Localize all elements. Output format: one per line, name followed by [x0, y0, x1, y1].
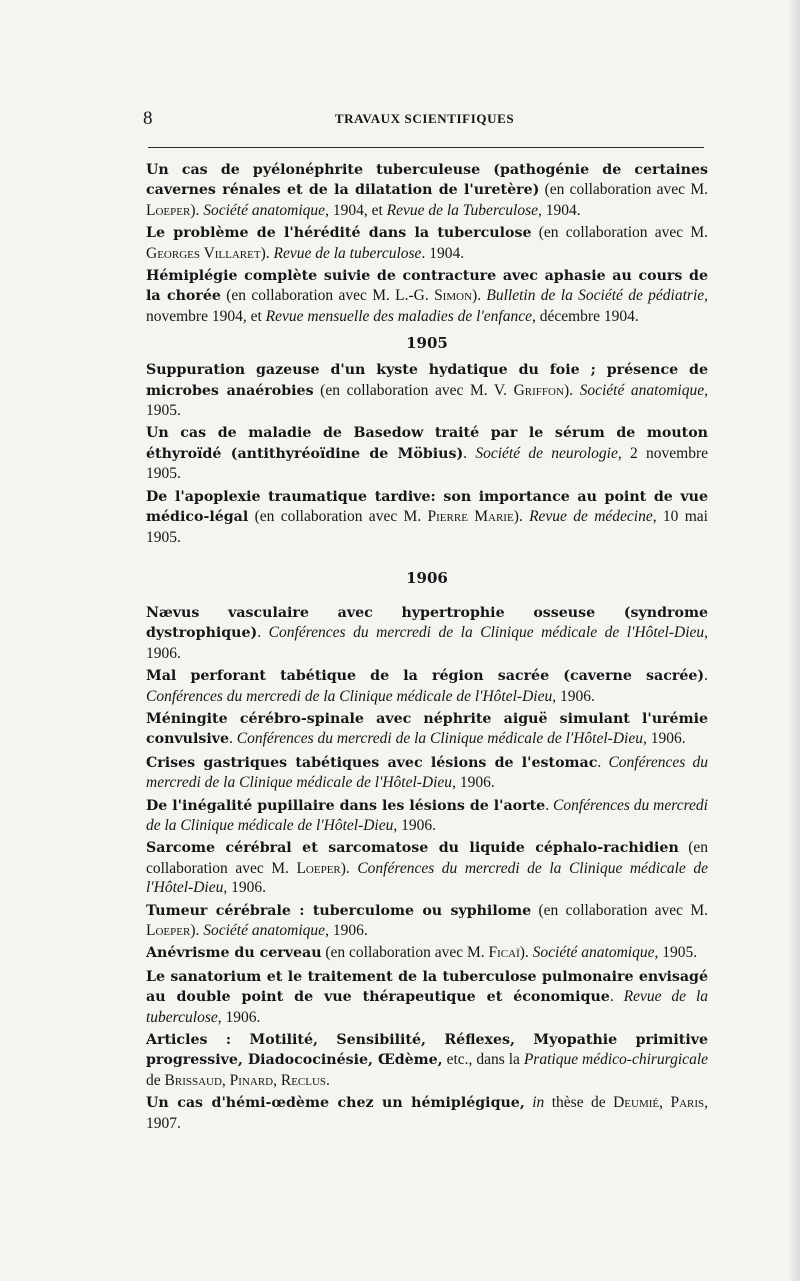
- entry-title: De l'apoplexie traumatique tardive: son importance au point de vue médico-légal: [146, 488, 708, 526]
- entry-venue: Conférences du mercredi de la Clinique médicale de l'Hôtel-Dieu: [268, 624, 705, 642]
- entry-date: , 1906.: [223, 879, 266, 897]
- entry-venue-secondary: Revue de la Tuberculose: [386, 201, 538, 219]
- entry-separator: ).: [340, 859, 358, 877]
- entry-separator: ).: [563, 381, 580, 399]
- entry-collaboration: .: [257, 624, 269, 642]
- entry-collaborator: M. Loeper: [146, 901, 708, 939]
- entry-title: De l'inégalité pupillaire dans les lésions de l'aorte: [146, 797, 546, 814]
- entry-separator: ).: [519, 944, 533, 962]
- entry-collaboration: (en collaboration avec: [531, 901, 691, 919]
- entry-collaboration: .: [597, 753, 609, 771]
- year-heading: 1906: [406, 568, 448, 587]
- bibliography-entry: [146, 796, 708, 836]
- entry-collaboration: (en collaboration avec: [539, 181, 691, 199]
- entry-collaboration: .: [609, 988, 624, 1006]
- bibliography-entry: [146, 487, 708, 547]
- entry-date: thèse de: [544, 1094, 614, 1112]
- entry-collaborator: M. L.-G. Simon: [372, 287, 473, 305]
- entry-end: , 1904.: [538, 201, 581, 219]
- entry-venue: Société anatomique: [203, 922, 326, 939]
- entry-collaboration: (en collaboration avec: [321, 944, 467, 962]
- entry-collaborator: M. Loeper: [146, 181, 708, 219]
- bibliography-entry: [146, 1030, 708, 1090]
- page-number: 8: [143, 108, 153, 129]
- entry-title: Le sanatorium et le traitement de la tuberculose pulmonaire envisagé au double point de vue thérapeutique et économique: [146, 968, 708, 1006]
- bibliography-entry: [146, 967, 708, 1027]
- entry-date: , 10 mai 1905.: [146, 508, 708, 546]
- entry-date: , 1904, et: [325, 201, 387, 219]
- entry-collaboration: (en collaboration avec: [531, 224, 691, 242]
- bibliography-entry: [146, 160, 708, 220]
- entry-venue: Société anatomique: [532, 944, 655, 962]
- entry-collaborator: M. Loeper: [271, 859, 341, 877]
- entry-title: Tumeur cérébrale : tuberculome ou syphilome: [146, 902, 532, 919]
- entry-title: Le problème de l'hérédité dans la tuberculose: [146, 225, 532, 242]
- entry-title: Nævus vasculaire avec hypertrophie osseuse (syndrome dystrophique): [146, 604, 708, 642]
- entry-collaboration: (en collaboration avec: [248, 508, 404, 526]
- entry-venue: Conférences du mercredi de la Clinique médicale de l'Hôtel-Dieu: [146, 687, 553, 705]
- entry-title: Hémiplégie complète suivie de contracture avec aphasie au cours de la chorée: [146, 268, 708, 305]
- entry-date: , 1906.: [146, 624, 709, 662]
- entry-collaboration: (en collaboration avec: [146, 839, 708, 877]
- bibliography-entry: [146, 901, 708, 941]
- entry-title: Suppuration gazeuse d'un kyste hydatique du foie ; présence de microbes anaérobies: [146, 362, 708, 399]
- bibliography-entry: [146, 838, 708, 897]
- entry-separator: ).: [190, 922, 204, 939]
- entry-date: , 2 novembre 1905.: [146, 444, 709, 483]
- bibliography-entry: [146, 709, 708, 750]
- entry-collaborator: M. Georges Villaret: [146, 224, 709, 262]
- entry-separator: ).: [190, 201, 204, 219]
- entry-title: Anévrisme du cerveau: [146, 945, 322, 962]
- entry-title: Crises gastriques tabétiques avec lésions de l'estomac: [146, 754, 598, 771]
- bibliography-entry: [146, 666, 708, 706]
- entry-separator: ).: [472, 287, 487, 305]
- entry-venue: Société anatomique: [203, 201, 326, 219]
- entry-collaborator: M. Ficaï: [466, 944, 520, 962]
- entry-date: , 1906.: [642, 730, 686, 748]
- entry-collaborator: M. V. Griffon: [469, 381, 564, 399]
- entry-end: Brissaud, Pinard, Reclus.: [164, 1071, 330, 1089]
- entry-collaboration: .: [229, 730, 237, 748]
- entry-venue: Revue de la tuberculose: [146, 988, 709, 1026]
- entry-collaboration: .: [463, 444, 476, 462]
- bibliography-entry: [146, 943, 708, 963]
- entry-title: Sarcome cérébral et sarcomatose du liquide céphalo-rachidien: [146, 840, 679, 857]
- entry-collaboration: (en collaboration avec: [313, 381, 470, 399]
- bibliography-list: [146, 160, 708, 1136]
- entry-date: , 1905.: [146, 381, 708, 420]
- entry-title: Mal perforant tabétique de la région sacrée (caverne sacrée): [146, 668, 705, 685]
- header-rule: [148, 147, 704, 148]
- bibliography-entry: [146, 266, 708, 326]
- bibliography-entry: [146, 603, 708, 663]
- entry-date: , novembre 1904, et: [146, 287, 709, 325]
- entry-date: , 1906.: [325, 922, 368, 939]
- entry-venue: Société de neurologie: [475, 444, 618, 462]
- entry-collaboration: (en collaboration avec: [220, 287, 373, 305]
- entry-date: , 1906.: [552, 687, 595, 705]
- entry-title: Méningite cérébro-spinale avec néphrite aiguë simulant l'urémie convulsive: [146, 710, 708, 748]
- bibliography-entry: [146, 360, 708, 420]
- bibliography-entry: [146, 223, 708, 263]
- bibliography-entry: [146, 753, 708, 793]
- entry-date: , 1906.: [393, 816, 436, 834]
- entry-date: . 1904.: [421, 244, 465, 262]
- entry-venue: Revue de médecine: [529, 508, 653, 526]
- entry-collaboration: .: [545, 796, 553, 814]
- entry-collaborator: M. Pierre Marie: [403, 508, 514, 526]
- entry-venue: in: [532, 1094, 545, 1112]
- running-title: TRAVAUX SCIENTIFIQUES: [334, 111, 515, 126]
- entry-end: Deumié, Paris, 1907.: [146, 1094, 709, 1132]
- entry-venue: Conférences du mercredi de la Clinique médicale de l'Hôtel-Dieu: [236, 730, 643, 748]
- bibliography-entry: [146, 423, 708, 483]
- entry-date: de: [146, 1071, 165, 1089]
- entry-title: Un cas de pyélonéphrite tuberculeuse (pathogénie de certaines cavernes rénales et de la dilatation de l'uretère): [146, 162, 708, 199]
- entry-venue: Conférences du mercredi de la Clinique médicale de l'Hôtel-Dieu: [146, 859, 708, 897]
- entry-title: Un cas de maladie de Basedow traité par le sérum de mouton éthyroïdé (antithyréoïdine de Möbius): [146, 425, 708, 462]
- entry-separator: ).: [513, 508, 530, 526]
- entry-venue: Conférences du mercredi de la Clinique médicale de l'Hôtel-Dieu: [146, 753, 709, 792]
- page-edge-shadow: [788, 0, 800, 1281]
- entry-venue: Bulletin de la Société de pédiatrie: [486, 287, 705, 305]
- entry-venue: Pratique médico-chirurgicale: [523, 1051, 709, 1069]
- entry-venue-secondary: Revue mensuelle des maladies de l'enfance: [265, 307, 532, 325]
- entry-title: Articles : Motilité, Sensibilité, Réflexes, Myopathie primitive progressive, Diadococinésie, Œdème,: [146, 1032, 708, 1069]
- entry-title: Un cas d'hémi-œdème chez un hémiplégique,: [146, 1095, 525, 1112]
- page-header: [143, 108, 706, 132]
- bibliography-entry: [146, 1093, 708, 1133]
- entry-venue: Conférences du mercredi de la Clinique médicale de l'Hôtel-Dieu: [146, 796, 708, 834]
- entry-collaboration: etc., dans la: [442, 1051, 524, 1069]
- entry-end: , décembre 1904.: [531, 307, 639, 325]
- entry-venue: Société anatomique: [579, 381, 705, 399]
- entry-date: , 1905.: [654, 944, 698, 962]
- entry-collaboration: .: [704, 667, 708, 685]
- entry-separator: ).: [260, 244, 274, 262]
- entry-date: , 1906.: [217, 1008, 261, 1026]
- year-heading: 1905: [406, 334, 448, 353]
- entry-venue: Revue de la tuberculose: [273, 244, 422, 262]
- entry-date: , 1906.: [452, 774, 495, 792]
